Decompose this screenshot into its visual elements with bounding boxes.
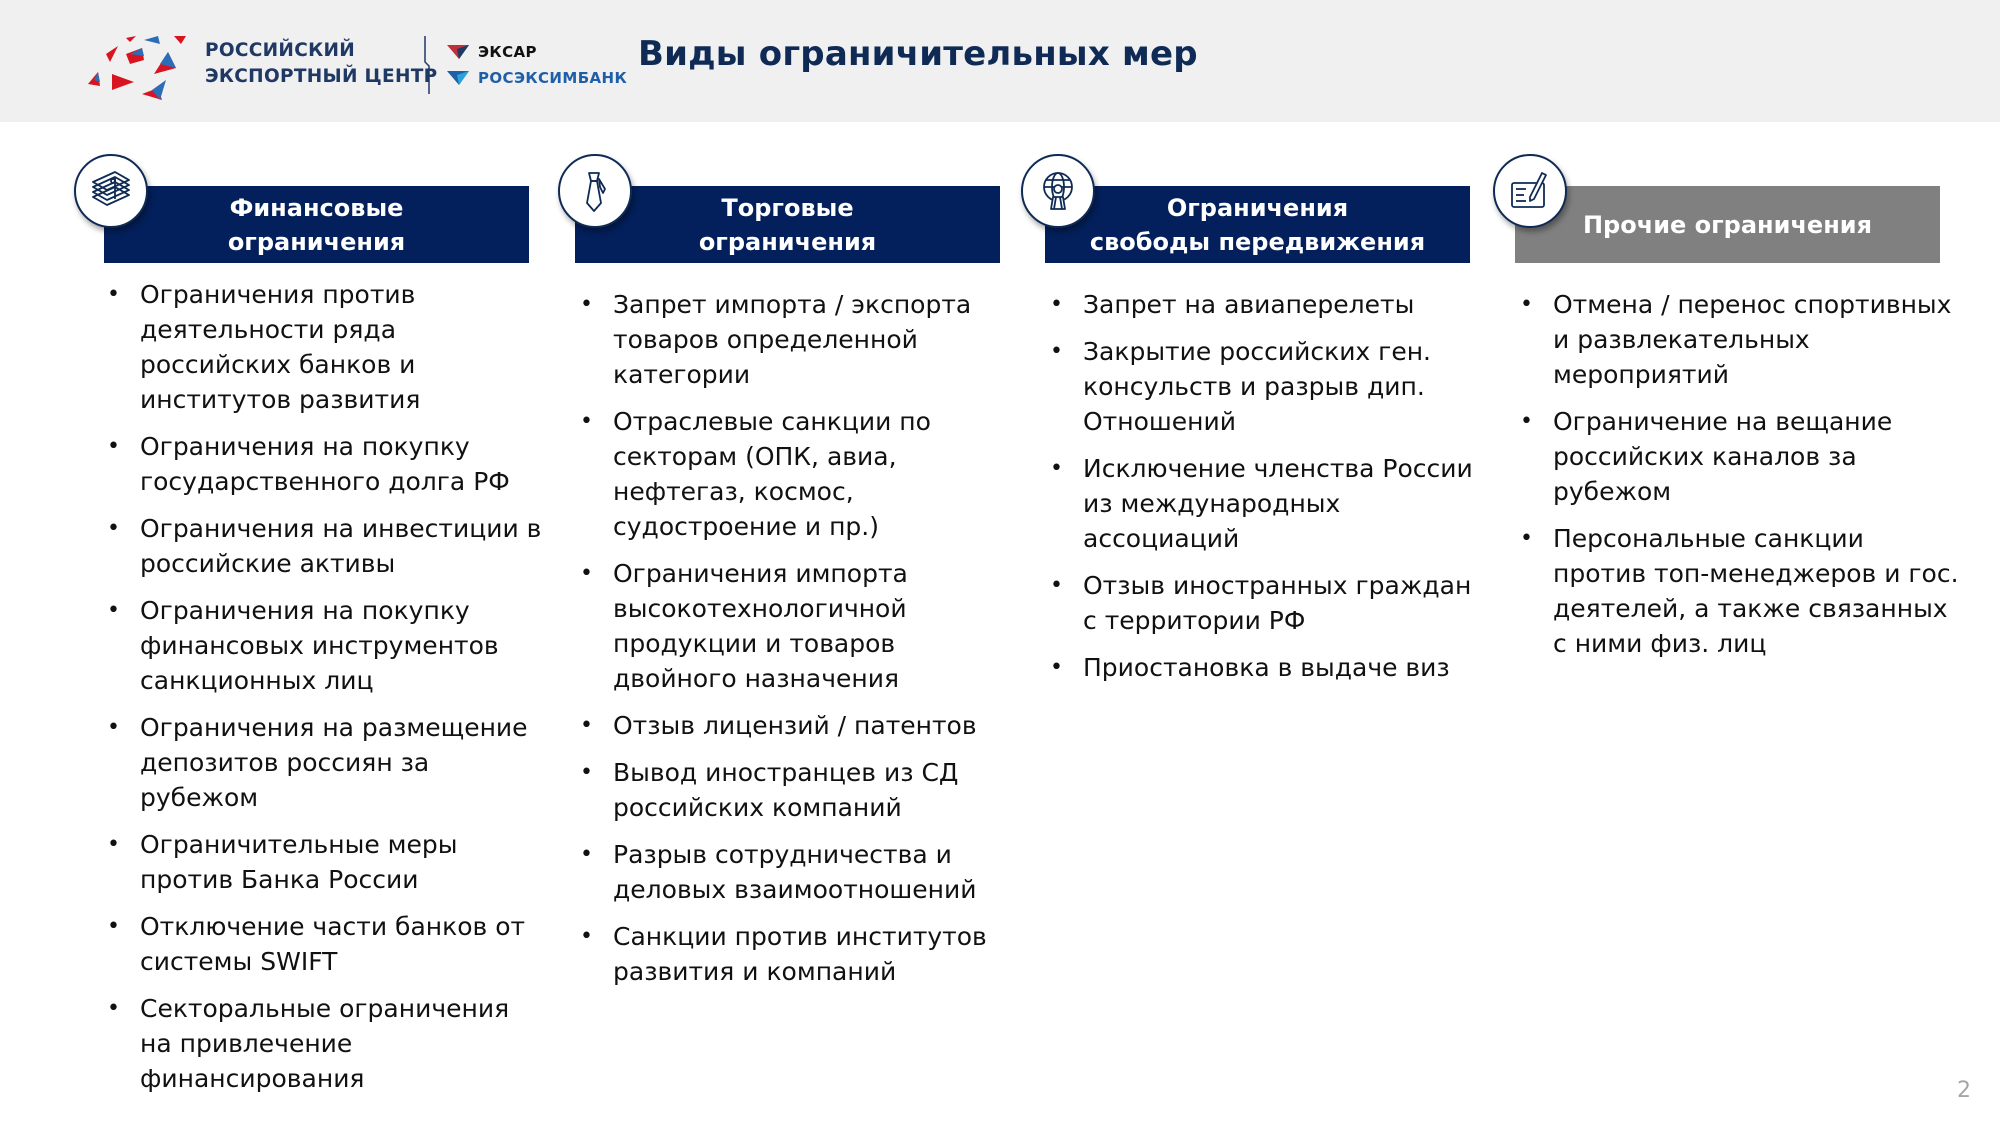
list-item: • Ограничения на размещение депозитов россиян за рубежом [107, 710, 547, 815]
category-header-movement [1045, 186, 1470, 263]
category-header-other [1515, 186, 1940, 263]
category-title-line1: Прочие ограничения [1582, 210, 1873, 239]
list-item: • Ограничения импорта высокотехнологичной продукции и товаров двойного назначения [580, 556, 1020, 696]
category-title-line1: Ограничения [1166, 193, 1349, 222]
category-icon-badge [74, 154, 148, 228]
list-item: • Запрет на авиаперелеты [1050, 287, 1490, 322]
trade-list [580, 287, 1020, 1001]
category-title-line2: ограничения [698, 227, 877, 256]
category-title-line2: свободы передвижения [1089, 227, 1426, 256]
eskar-logo-icon [447, 45, 469, 59]
logo-divider [423, 36, 435, 94]
page-title: Виды ограничительных мер [638, 34, 1198, 74]
list-item: • Приостановка в выдаче виз [1050, 650, 1490, 685]
list-item: • Ограничения против деятельности ряда российских банков и институтов развития [107, 277, 547, 417]
other-list [1520, 287, 1960, 673]
document-pen-icon [1508, 169, 1552, 213]
category-title-line2: ограничения [227, 227, 406, 256]
list-item: • Отраслевые санкции по секторам (ОПК, авиа, нефтегаз, космос, судостроение и пр.) [580, 404, 1020, 544]
list-item: • Ограничения на инвестиции в российские активы [107, 511, 547, 581]
money-stack-icon [89, 169, 133, 213]
org-name-line2: ЭКСПОРТНЫЙ ЦЕНТР [205, 66, 438, 87]
movement-list [1050, 287, 1490, 697]
globe-person-icon [1036, 169, 1080, 213]
list-item: • Запрет импорта / экспорта товаров определенной категории [580, 287, 1020, 392]
org-name-line1: РОССИЙСКИЙ [205, 40, 356, 61]
category-header-trade [575, 186, 1000, 263]
category-icon-badge [1493, 154, 1567, 228]
roseximbank-logo-icon [447, 71, 469, 85]
list-item: • Вывод иностранцев из СД российских компаний [580, 755, 1020, 825]
list-item: • Отмена / перенос спортивных и развлекательных мероприятий [1520, 287, 1960, 392]
category-icon-badge [1021, 154, 1095, 228]
category-header-financial [104, 186, 529, 263]
page-number: 2 [1957, 1078, 1971, 1103]
partner-roseximbank: РОСЭКСИМБАНК [478, 69, 628, 87]
list-item: • Санкции против институтов развития и компаний [580, 919, 1020, 989]
financial-list [107, 277, 547, 1108]
list-item: • Ограничения на покупку государственного долга РФ [107, 429, 547, 499]
list-item: • Ограничения на покупку финансовых инструментов санкционных лиц [107, 593, 547, 698]
list-item: • Исключение членства России из международных ассоциаций [1050, 451, 1490, 556]
list-item: • Отзыв лицензий / патентов [580, 708, 1020, 743]
list-item: • Закрытие российских ген. консульств и разрыв дип. Отношений [1050, 334, 1490, 439]
list-item: • Ограничительные меры против Банка России [107, 827, 547, 897]
rec-logo-icon [86, 34, 196, 102]
list-item: • Отключение части банков от системы SWIFT [107, 909, 547, 979]
list-item: • Ограничение на вещание российских каналов за рубежом [1520, 404, 1960, 509]
category-icon-badge [558, 154, 632, 228]
list-item: • Секторальные ограничения на привлечение финансирования [107, 991, 547, 1096]
category-title-line1: Финансовые [229, 193, 404, 222]
partner-eskar: ЭКСАР [478, 43, 537, 61]
category-title-line1: Торговые [721, 193, 854, 222]
list-item: • Разрыв сотрудничества и деловых взаимоотношений [580, 837, 1020, 907]
list-item: • Отзыв иностранных граждан с территории РФ [1050, 568, 1490, 638]
necktie-icon [573, 169, 617, 213]
list-item: • Персональные санкции против топ-менеджеров и гос. деятелей, а также связанных с ними физ. лиц [1520, 521, 1960, 661]
